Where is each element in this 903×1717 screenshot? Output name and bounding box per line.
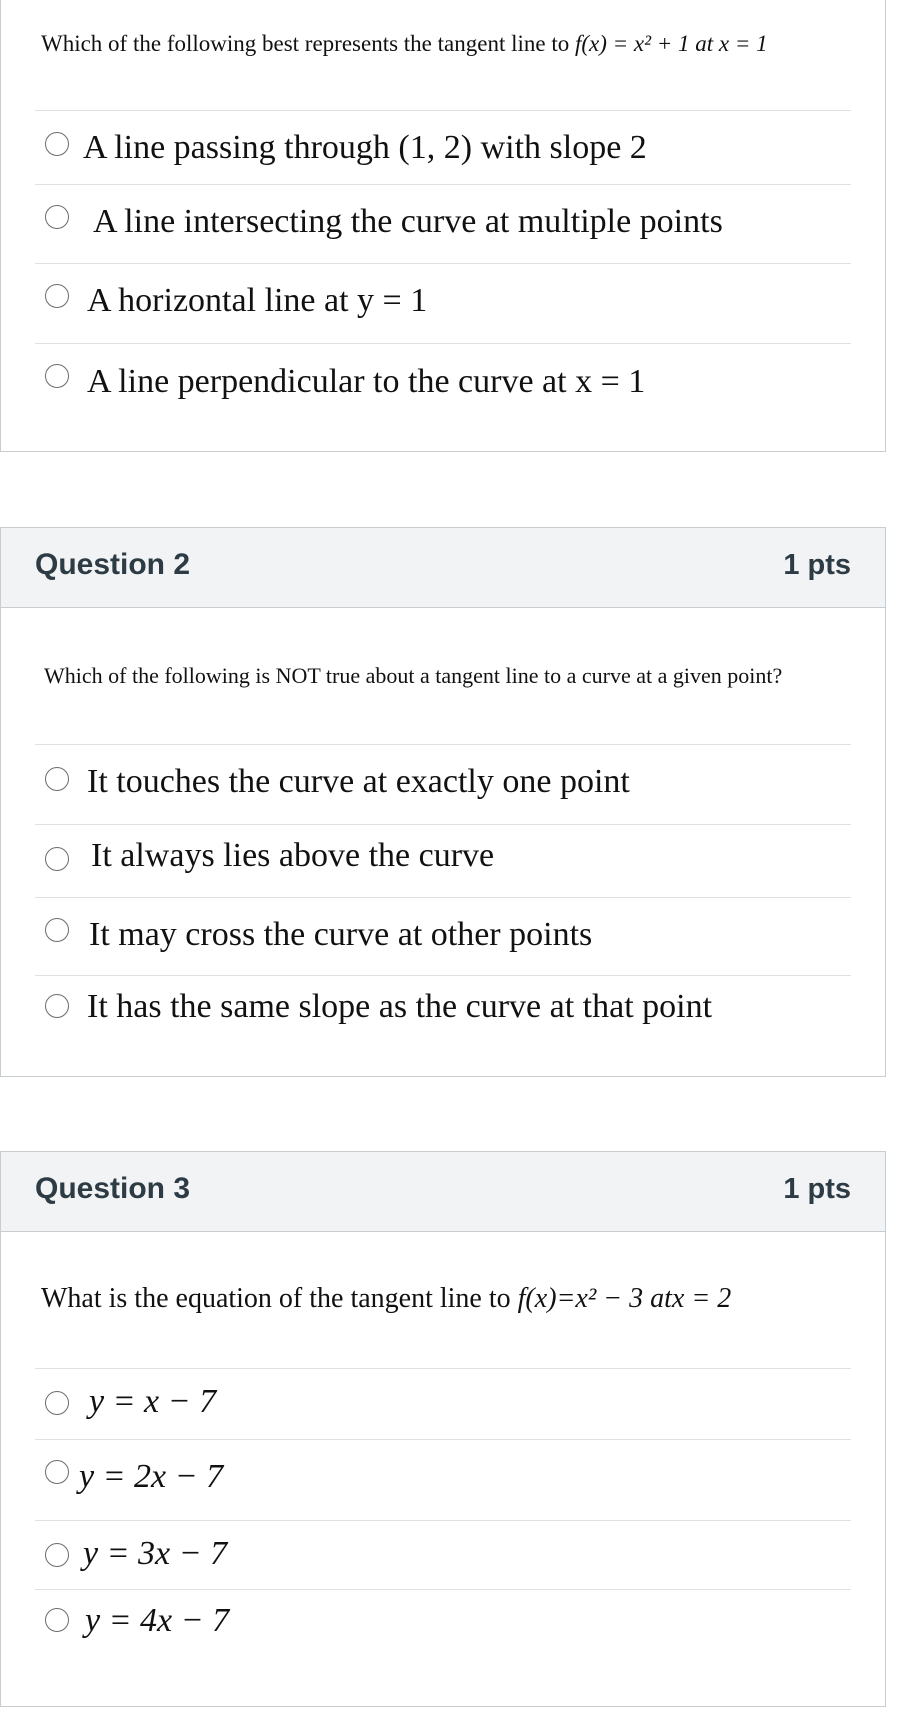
radio-button[interactable] (45, 205, 69, 229)
radio-button[interactable] (45, 1391, 69, 1415)
radio-button[interactable] (45, 847, 69, 871)
radio-button[interactable] (45, 284, 69, 308)
question-2-answer-4[interactable] (35, 976, 851, 1056)
question-3-answer-4[interactable] (35, 1590, 851, 1670)
question-3-prompt-text: What is the equation of the tangent line to (41, 1283, 518, 1314)
answer-label[interactable]: A line perpendicular to the curve at x = 1 (87, 363, 646, 400)
question-2-answer-1[interactable] (35, 745, 851, 824)
question-1-prompt (41, 31, 768, 57)
question-1-answer-3[interactable] (35, 264, 851, 343)
question-1-answer-2[interactable] (35, 185, 851, 263)
answer-label[interactable]: A line intersecting the curve at multiple points (93, 203, 723, 240)
question-1-prompt-text: Which of the following best represents the tangent line to (41, 31, 575, 56)
question-3-answer-3[interactable] (35, 1521, 851, 1589)
question-2-answer-3[interactable] (35, 898, 851, 975)
question-3-answer-1[interactable] (35, 1369, 851, 1439)
question-2-title: Question 2 (35, 548, 191, 581)
question-2-points: 1 pts (783, 549, 851, 581)
question-2-answer-2[interactable] (35, 825, 851, 897)
radio-button[interactable] (45, 918, 69, 942)
radio-button[interactable] (45, 1543, 69, 1567)
answer-label[interactable]: A horizontal line at y = 1 (87, 282, 428, 319)
answer-label[interactable]: It may cross the curve at other points (89, 916, 593, 953)
question-2-prompt: Which of the following is NOT true about a tangent line to a curve at a given point? (44, 663, 783, 688)
answer-label[interactable]: y = 2x − 7 (79, 1458, 224, 1495)
question-3-prompt-math: f(x)=x² − 3 atx = 2 (517, 1283, 732, 1314)
question-3-title: Question 3 (35, 1172, 191, 1205)
question-2-header (1, 528, 885, 608)
radio-button[interactable] (45, 1460, 69, 1484)
answer-label[interactable]: It touches the curve at exactly one point (87, 763, 630, 800)
answer-label[interactable]: y = 4x − 7 (85, 1602, 230, 1639)
question-3-points: 1 pts (783, 1173, 851, 1205)
answer-label[interactable]: It always lies above the curve (91, 837, 495, 874)
answer-label[interactable]: A line passing through (1, 2) with slope 2 (83, 129, 647, 166)
radio-button[interactable] (45, 994, 69, 1018)
question-1-answer-4[interactable] (35, 344, 851, 424)
question-3-answer-2[interactable] (35, 1440, 851, 1520)
answer-label[interactable]: y = 3x − 7 (83, 1535, 228, 1572)
question-1-card (0, 0, 886, 452)
question-3-prompt (41, 1283, 731, 1315)
question-1-answer-1[interactable] (35, 111, 851, 184)
answer-label[interactable]: It has the same slope as the curve at that point (87, 988, 713, 1025)
question-2-card (0, 527, 886, 1077)
radio-button[interactable] (45, 767, 69, 791)
question-3-header (1, 1152, 885, 1232)
radio-button[interactable] (45, 1608, 69, 1632)
question-1-prompt-math: f(x) = x² + 1 at x = 1 (574, 31, 768, 56)
question-3-card (0, 1151, 886, 1707)
radio-button[interactable] (45, 364, 69, 388)
radio-button[interactable] (45, 132, 69, 156)
answer-label[interactable]: y = x − 7 (89, 1383, 217, 1420)
